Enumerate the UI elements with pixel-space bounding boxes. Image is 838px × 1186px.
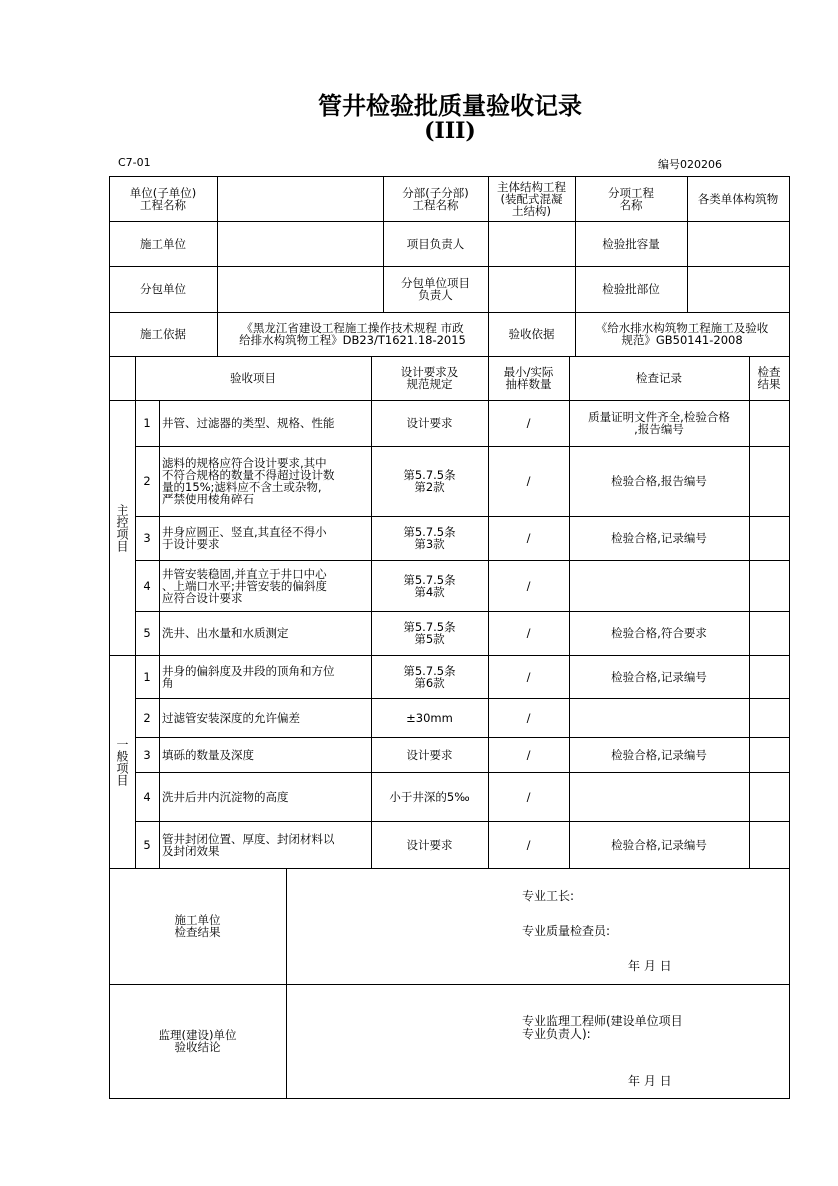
item-spec: ±30mm (371, 698, 489, 738)
constructor-value (217, 221, 384, 267)
item-sample: / (488, 560, 570, 612)
construction-basis-label: 施工依据 (109, 312, 218, 357)
quality-inspector-signature: 专业质量检查员: (522, 924, 611, 938)
item-number: 5 (135, 821, 160, 869)
item-sample: / (488, 611, 570, 656)
acceptance-basis-value: 《给水排水构筑物工程施工及验收 规范》GB50141-2008 (575, 312, 790, 357)
unit-name-value (217, 176, 384, 222)
item-record: 检验合格,符合要求 (569, 611, 750, 656)
construction-date: 年 月 日 (628, 959, 672, 973)
subcontractor-label: 分包单位 (109, 266, 218, 313)
group-column-blank (109, 356, 136, 401)
sub-division-label: 分部(子分部) 工程名称 (383, 176, 489, 222)
item-record: 质量证明文件齐全,检验合格 ,报告编号 (569, 400, 750, 447)
item-spec: 设计要求 (371, 821, 489, 869)
item-record: 检验合格,记录编号 (569, 655, 750, 699)
main-control-group: 主控项目 (109, 400, 136, 656)
item-sample: / (488, 698, 570, 738)
sub-pm-label: 分包单位项目 负责人 (383, 266, 489, 313)
item-result (749, 737, 790, 773)
construction-result-label: 施工单位 检查结果 (109, 868, 287, 985)
column-sample: 最小/实际 抽样数量 (488, 356, 570, 401)
item-record: 检验合格,记录编号 (569, 821, 750, 869)
sub-pm-value (488, 266, 576, 313)
item-number: 4 (135, 560, 160, 612)
item-sample: / (488, 772, 570, 822)
item-number: 1 (135, 400, 160, 447)
item-result (749, 560, 790, 612)
item-sample: / (488, 821, 570, 869)
acceptance-basis-label: 验收依据 (488, 312, 576, 357)
supervision-result-label: 监理(建设)单位 验收结论 (109, 984, 287, 1099)
item-spec: 设计要求 (371, 737, 489, 773)
item-sample: / (488, 737, 570, 773)
sub-item-value: 各类单体构筑物 (687, 176, 790, 222)
subcontractor-value (217, 266, 384, 313)
supervision-date: 年 月 日 (628, 1074, 672, 1088)
item-record: 检验合格,记录编号 (569, 737, 750, 773)
batch-capacity-label: 检验批容量 (575, 221, 688, 267)
foreman-signature: 专业工长: (522, 889, 575, 903)
supervision-result-area (286, 984, 790, 1099)
item-result (749, 516, 790, 561)
supervising-engineer-signature: 专业监理工程师(建设单位项目 专业负责人): (522, 1014, 683, 1041)
item-result (749, 698, 790, 738)
item-spec: 第5.7.5条 第4款 (371, 560, 489, 612)
item-number: 3 (135, 516, 160, 561)
item-sample: / (488, 516, 570, 561)
item-number: 2 (135, 446, 160, 517)
item-description: 井管安装稳固,并直立于井口中心 、上端口水平;井管安装的偏斜度 应符合设计要求 (159, 560, 372, 612)
item-description: 填砾的数量及深度 (159, 737, 372, 773)
item-result (749, 772, 790, 822)
form-subtitle: (III) (424, 118, 476, 144)
item-number: 5 (135, 611, 160, 656)
item-record (569, 698, 750, 738)
batch-part-label: 检验批部位 (575, 266, 688, 313)
general-group: 一般项目 (109, 655, 136, 869)
item-sample: / (488, 400, 570, 447)
item-description: 洗井、出水量和水质测定 (159, 611, 372, 656)
item-result (749, 446, 790, 517)
item-record: 检验合格,记录编号 (569, 516, 750, 561)
item-spec: 第5.7.5条 第3款 (371, 516, 489, 561)
record-number: 编号020206 (658, 158, 722, 171)
item-number: 2 (135, 698, 160, 738)
batch-capacity-value (687, 221, 790, 267)
sub-division-value: 主体结构工程 (装配式混凝 土结构) (488, 176, 576, 222)
item-description: 滤料的规格应符合设计要求,其中 不符合规格的数量不得超过设计数 量的15%;滤料应不含土或杂物, 严禁使用棱角碎石 (159, 446, 372, 517)
project-manager-value (488, 221, 576, 267)
item-description: 过滤管安装深度的允许偏差 (159, 698, 372, 738)
constructor-label: 施工单位 (109, 221, 218, 267)
item-description: 井身应圆正、竖直,其直径不得小 于设计要求 (159, 516, 372, 561)
item-number: 4 (135, 772, 160, 822)
column-item: 验收项目 (135, 356, 372, 401)
item-spec: 设计要求 (371, 400, 489, 447)
column-result: 检查 结果 (749, 356, 790, 401)
item-description: 洗井后井内沉淀物的高度 (159, 772, 372, 822)
item-record: 检验合格,报告编号 (569, 446, 750, 517)
item-spec: 第5.7.5条 第6款 (371, 655, 489, 699)
item-number: 3 (135, 737, 160, 773)
form-code: C7-01 (118, 156, 151, 169)
item-description: 井管、过滤器的类型、规格、性能 (159, 400, 372, 447)
form-title: 管井检验批质量验收记录 (318, 91, 582, 120)
item-description: 管井封闭位置、厚度、封闭材料以 及封闭效果 (159, 821, 372, 869)
column-spec: 设计要求及 规范规定 (371, 356, 489, 401)
item-result (749, 655, 790, 699)
project-manager-label: 项目负责人 (383, 221, 489, 267)
column-record: 检查记录 (569, 356, 750, 401)
item-number: 1 (135, 655, 160, 699)
item-description: 井身的偏斜度及井段的顶角和方位 角 (159, 655, 372, 699)
item-sample: / (488, 446, 570, 517)
item-record (569, 560, 750, 612)
sub-item-label: 分项工程 名称 (575, 176, 688, 222)
item-result (749, 400, 790, 447)
batch-part-value (687, 266, 790, 313)
item-result (749, 611, 790, 656)
construction-basis-value: 《黑龙江省建设工程施工操作技术规程 市政 给排水构筑物工程》DB23/T1621.18-2015 (217, 312, 489, 357)
item-spec: 第5.7.5条 第5款 (371, 611, 489, 656)
item-record (569, 772, 750, 822)
item-spec: 第5.7.5条 第2款 (371, 446, 489, 517)
item-spec: 小于井深的5‰ (371, 772, 489, 822)
item-sample: / (488, 655, 570, 699)
item-result (749, 821, 790, 869)
unit-name-label: 单位(子单位) 工程名称 (109, 176, 218, 222)
